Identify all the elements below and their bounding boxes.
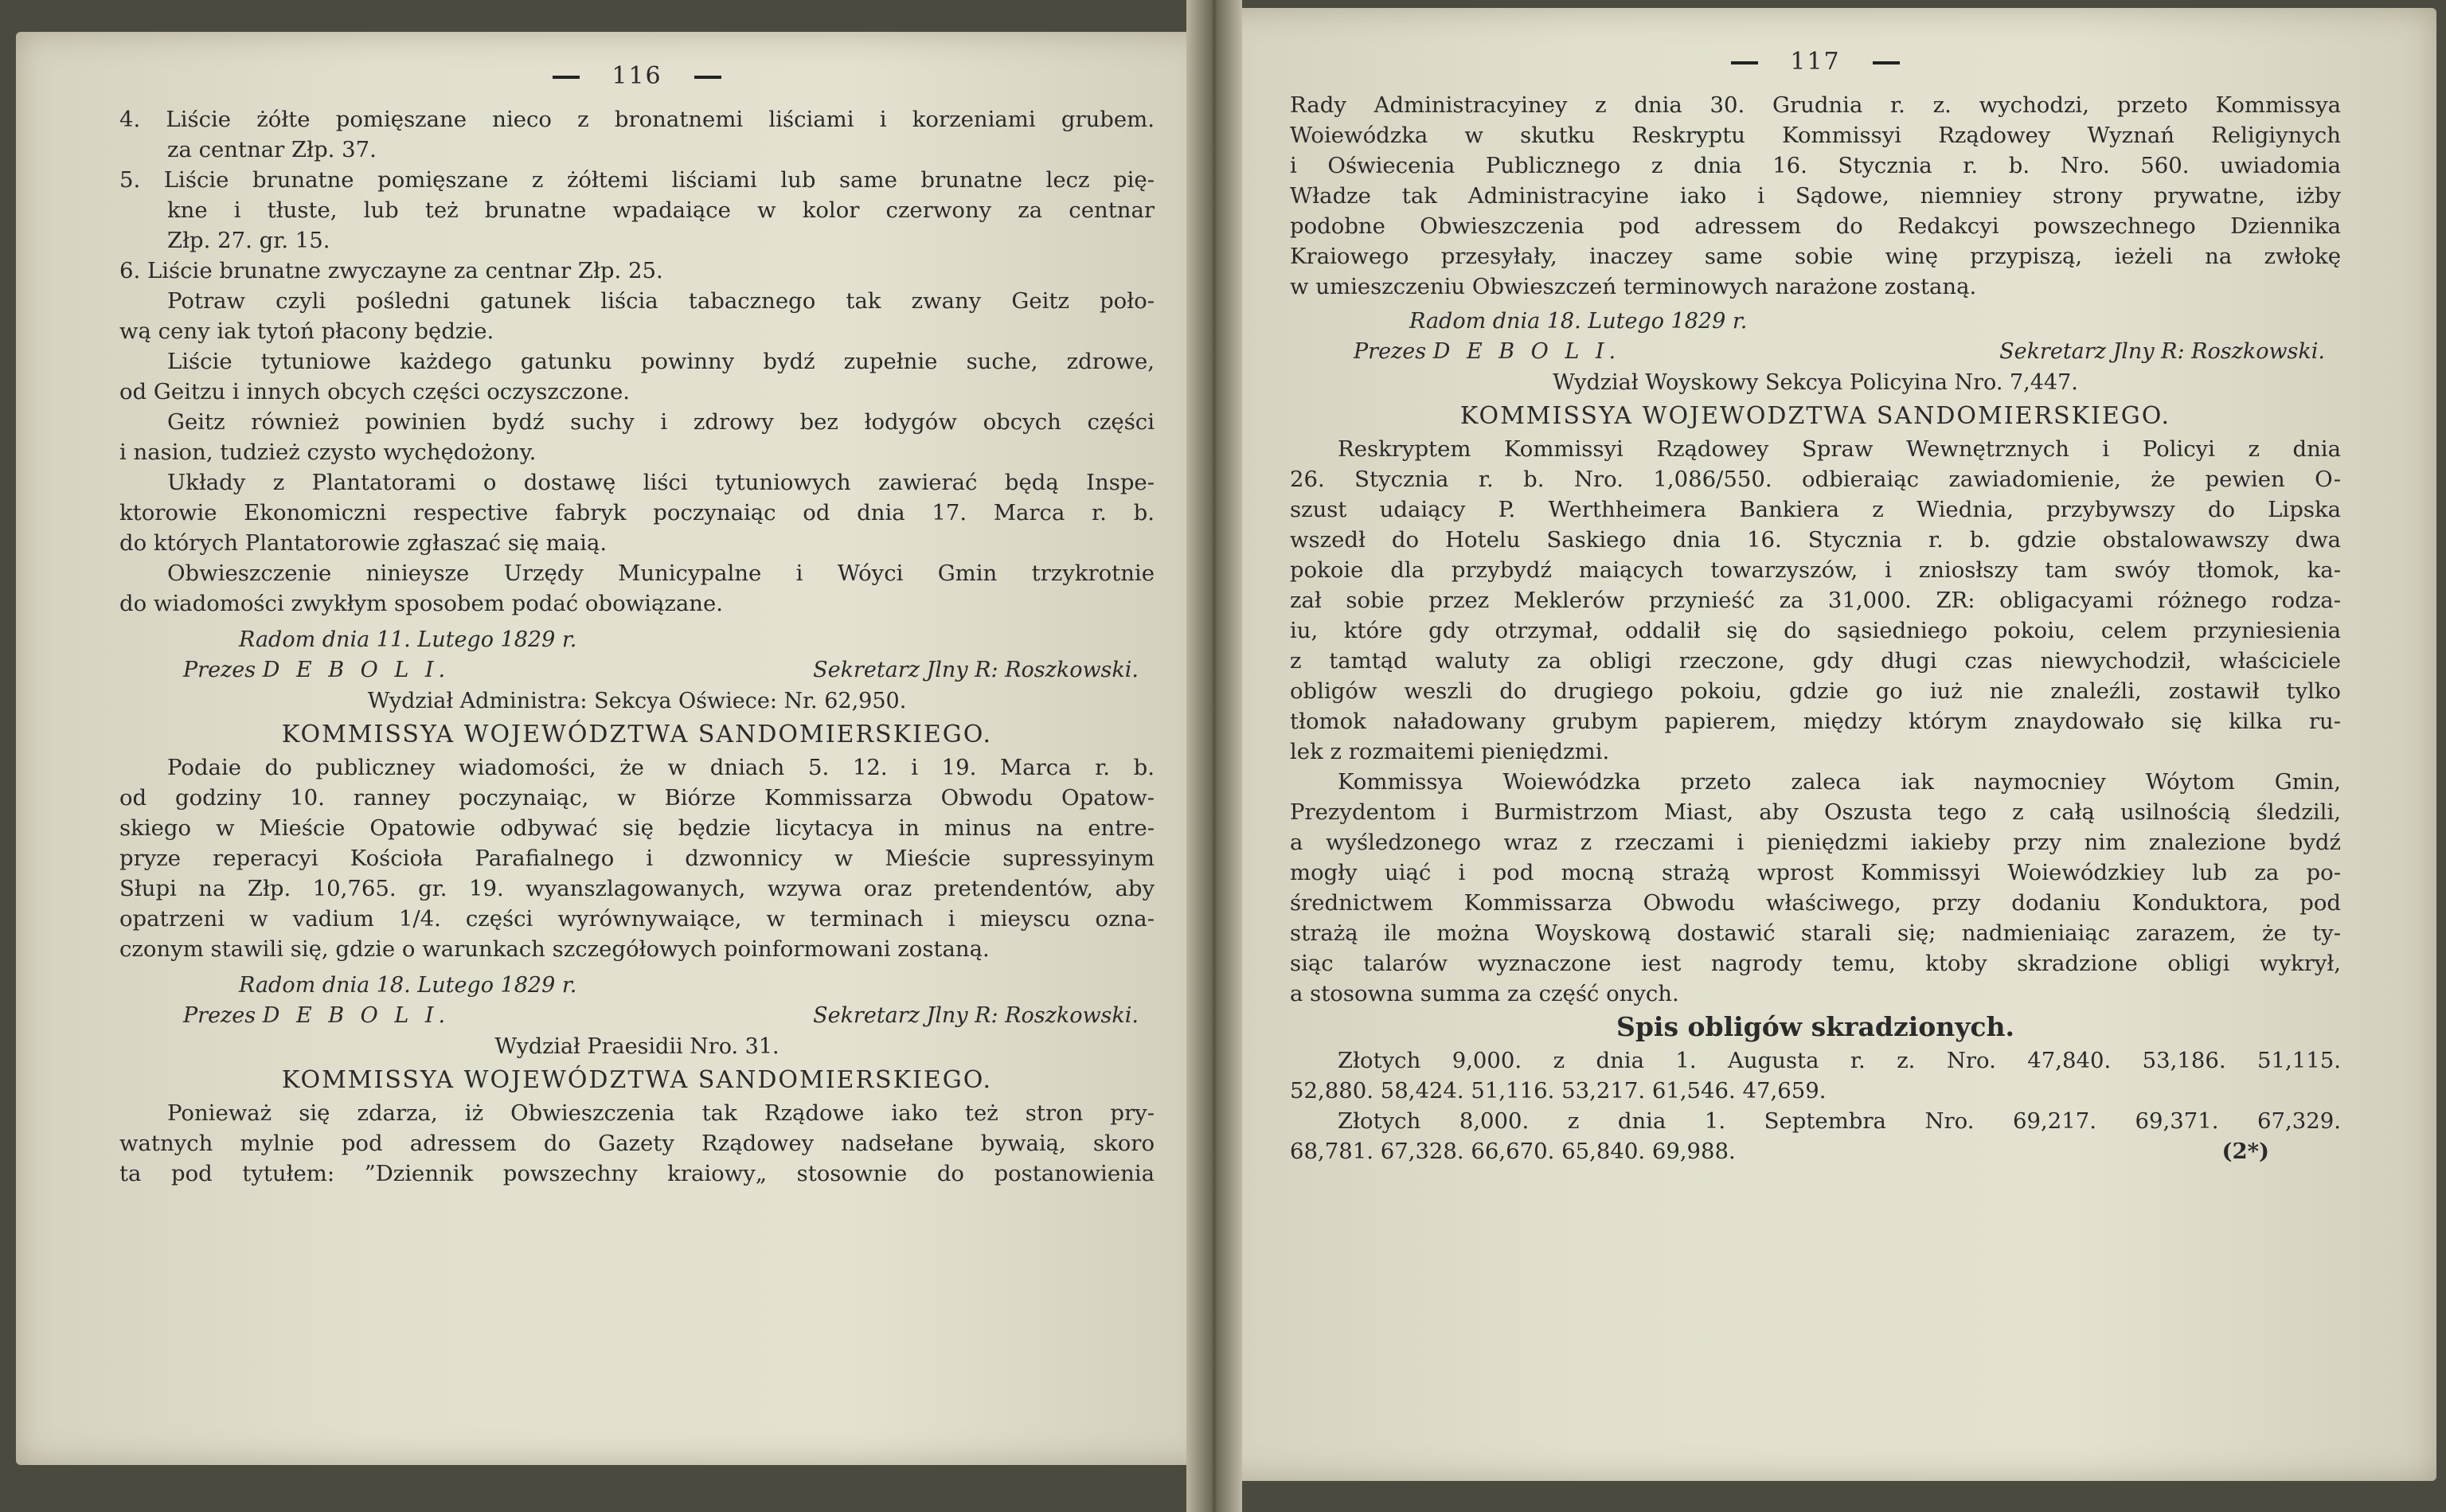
text-line: 52,880. 58,424. 51,116. 53,217. 61,546. 47,659. [1290, 1078, 1827, 1104]
section-title: Spis obligów skradzionych. [1616, 1011, 2014, 1042]
text-line: watnych mylnie pod adressem do Gazety Rządowey nadsełane bywaią, skoro [119, 1131, 1155, 1156]
text-line: 26. Stycznia r. b. Nro. 1,086/550. odbieraiąc zawiadomienie, że pewien O- [1290, 467, 2341, 492]
text-line: siąc talarów wyznaczone iest nagrody temu, ktoby skradzione obligi wykrył, [1290, 951, 2341, 976]
text-line: z tamtąd waluty za obligi rzeczone, gdy długi czas niewychodził, właściciele [1290, 648, 2341, 674]
secretary: Sekretarz Jlny R: Roszkowski. [813, 1003, 1139, 1028]
signature-mark: (2*) [2221, 1139, 2269, 1164]
text-line: za centnar Złp. 37. [167, 137, 377, 162]
page-number: 116 [119, 62, 1155, 90]
text-line: ta pod tytułem: ”Dziennik powszechny kraiowy„ stosownie do postanowienia [119, 1161, 1155, 1186]
text-line: do wiadomości zwykłym sposobem podać obowiązane. [119, 591, 723, 616]
text-line: obligów weszli do drugiego pokoiu, gdzie go iuż nie znaleźli, zostawił tylko [1290, 678, 2341, 704]
president-name: D E B O L I. [1432, 339, 1621, 364]
president-label: Prezes [183, 1003, 256, 1028]
signature-line [119, 1001, 1155, 1031]
text-line: Złp. 27. gr. 15. [167, 228, 330, 253]
text-line: iu, które gdy otrzymał, oddalił się do sąsiedniego pokoiu, celem przyniesienia [1290, 618, 2341, 643]
text-line: Władze tak Administracyine iako i Sądowe, niemniey strony prywatne, iżby [1290, 183, 2341, 209]
commission-heading: KOMMISSYA WOJEWODZTWA SANDOMIERSKIEGO. [1459, 402, 2171, 430]
department-line: Wydział Woyskowy Sekcya Policyina Nro. 7,447. [1553, 370, 2078, 395]
text-line: mogły uiąć i pod mocną strażą wprost Kommissyi Woiewódzkiey lub za po- [1290, 860, 2341, 885]
text-line: Liście tytuniowe każdego gatunku powinny bydź zupełnie suche, zdrowe, [167, 349, 1155, 374]
text-line: Geitz również powinien bydź suchy i zdrowy bez łodygów obcych części [167, 409, 1155, 435]
text-line: Obwieszczenie ninieysze Urzędy Municypalne i Wóyci Gmin trzykrotnie [167, 561, 1155, 586]
date-line: Radom dnia 18. Lutego 1829 r. [239, 973, 577, 998]
text-line: Woiewódzka w skutku Reskryptu Kommissyi Rządowey Wyznań Religiynych [1290, 123, 2341, 148]
date-line: Radom dnia 11. Lutego 1829 r. [239, 627, 577, 652]
text-line: a stosowna summa za część onych. [1290, 981, 1679, 1006]
text-line: 6. Liście brunatne zwyczayne za centnar Złp. 25. [119, 258, 663, 283]
text-line: Rady Administracyiney z dnia 30. Grudnia r. z. wychodzi, przeto Kommissya [1290, 92, 2341, 118]
text-line: 5. Liście brunatne pomięszane z żółtemi liściami lub same brunatne lecz pię- [119, 167, 1155, 193]
president-label: Prezes [183, 658, 256, 682]
text-line: zał sobie przez Meklerów przynieść za 31,000. ZR: obligacyami różnego rodza- [1290, 588, 2341, 613]
secretary: Sekretarz Jlny R: Roszkowski. [813, 658, 1139, 682]
text-line: strażą ile można Woyskową dostawić starali się; nadmieniaiąc zarazem, że ty- [1290, 920, 2341, 946]
text-line: Podaie do publiczney wiadomości, że w dniach 5. 12. i 19. Marca r. b. [167, 755, 1155, 780]
signature-line [119, 655, 1155, 686]
text-line: szust udaiący P. Werthheimera Bankiera z Wiednia, przybywszy do Lipska [1290, 497, 2341, 522]
text-line: od Geitzu i innych obcych części oczyszczone. [119, 379, 630, 404]
text-line: do których Plantatorowie zgłaszać się maią. [119, 530, 608, 556]
right-page-text [1290, 48, 2341, 1166]
text-line: skiego w Mieście Opatowie odbywać się będzie licytacya in minus na entre- [119, 815, 1155, 841]
right-page [1218, 8, 2436, 1481]
left-page [16, 32, 1210, 1465]
left-page-text [119, 62, 1155, 1189]
text-line: czonym stawili się, gdzie o warunkach szczegółowych poinformowani zostaną. [119, 936, 990, 962]
text-line: Prezydentom i Burmistrzom Miast, aby Oszusta tego z całą usilnością śledzili, [1290, 799, 2341, 825]
secretary: Sekretarz Jlny R: Roszkowski. [1999, 339, 2325, 364]
commission-heading: KOMMISSYA WOJEWÓDZTWA SANDOMIERSKIEGO. [281, 721, 993, 748]
text-line: średnictwem Kommissarza Obwodu właściwego, przy dodaniu Konduktora, pod [1290, 890, 2341, 916]
date-line: Radom dnia 18. Lutego 1829 r. [1409, 309, 1748, 334]
president-name: D E B O L I. [262, 1003, 451, 1028]
president-label: Prezes [1354, 339, 1427, 364]
text-line: Układy z Plantatorami o dostawę liści tytuniowych zawierać będą Inspe- [167, 470, 1155, 495]
last-line-row [1290, 1136, 2341, 1166]
text-line: wą ceny iak tytoń płacony będzie. [119, 318, 494, 344]
text-line: i nasion, tudzież czysto wychędożony. [119, 440, 537, 465]
department-line: Wydział Administra: Sekcya Oświece: Nr. 62,950. [367, 689, 907, 713]
text-line: Złotych 9,000. z dnia 1. Augusta r. z. Nro. 47,840. 53,186. 51,115. [1338, 1048, 2341, 1073]
text-line: i Oświecenia Publicznego z dnia 16. Stycznia r. b. Nro. 560. uwiadomia [1290, 153, 2341, 178]
president-name: D E B O L I. [262, 658, 451, 682]
text-line: lek z rozmaitemi pieniędzmi. [1290, 739, 1610, 764]
commission-heading: KOMMISSYA WOJEWÓDZTWA SANDOMIERSKIEGO. [281, 1066, 993, 1094]
text-line: tłomok naładowany grubym papierem, między którym znaydowało się kilka ru- [1290, 709, 2341, 734]
text-line: kne i tłuste, lub też brunatne wpadaiące w kolor czerwony za centnar [167, 197, 1155, 223]
text-line: 68,781. 67,328. 66,670. 65,840. 69,988. [1290, 1139, 1736, 1164]
text-line: pryze reperacyi Kościoła Parafialnego i dzwonnicy w Mieście supressyinym [119, 846, 1155, 871]
page-number: 117 [1290, 48, 2341, 76]
department-line: Wydział Praesidii Nro. 31. [494, 1034, 780, 1059]
text-line: ktorowie Ekonomiczni respective fabryk poczynaiąc od dnia 17. Marca r. b. [119, 500, 1155, 525]
text-line: wszedł do Hotelu Saskiego dnia 16. Stycznia r. b. gdzie obstalowawszy dwa [1290, 527, 2341, 553]
text-line: Złotych 8,000. z dnia 1. Septembra Nro. 69,217. 69,371. 67,329. [1338, 1108, 2341, 1134]
text-line: Ponieważ się zdarza, iż Obwieszczenia tak Rządowe iako też stron pry- [167, 1100, 1155, 1126]
text-line: od godziny 10. ranney poczynaiąc, w Biórze Kommissarza Obwodu Opatow- [119, 785, 1155, 811]
text-line: 4. Liście żółte pomięszane nieco z bronatnemi liściami i korzeniami grubem. [119, 107, 1155, 132]
text-line: Kommissya Woiewódzka przeto zaleca iak naymocniey Wóytom Gmin, [1338, 769, 2341, 795]
text-line: podobne Obwieszczenia pod adressem do Redakcyi powszechnego Dziennika [1290, 213, 2341, 239]
signature-line [1290, 337, 2341, 367]
text-line: w umieszczeniu Obwieszczeń terminowych narażone zostaną. [1290, 274, 1977, 299]
text-line: Słupi na Złp. 10,765. gr. 19. wyanszlagowanych, wzywa oraz pretendentów, aby [119, 876, 1155, 901]
text-line: a wyśledzonego wraz z rzeczami i pieniędzmi iakieby przy nim znalezione bydź [1290, 830, 2341, 855]
text-line: Reskryptem Kommissyi Rządowey Spraw Wewnętrznych i Policyi z dnia [1338, 436, 2341, 462]
text-line: opatrzeni w vadium 1/4. części wyrównywaiące, w terminach i mieyscu ozna- [119, 906, 1155, 932]
text-line: pokoie dla przybydź maiących towarzyszów, i zniosłszy tam swóy tłomok, ka- [1290, 557, 2341, 583]
text-line: Potraw czyli pośledni gatunek liścia tabacznego tak zwany Geitz poło- [167, 288, 1155, 314]
book-gutter [1186, 0, 1242, 1512]
text-line: Kraiowego przesyłały, inaczey same sobie winę przypiszą, ieżeli na zwłokę [1290, 244, 2341, 269]
